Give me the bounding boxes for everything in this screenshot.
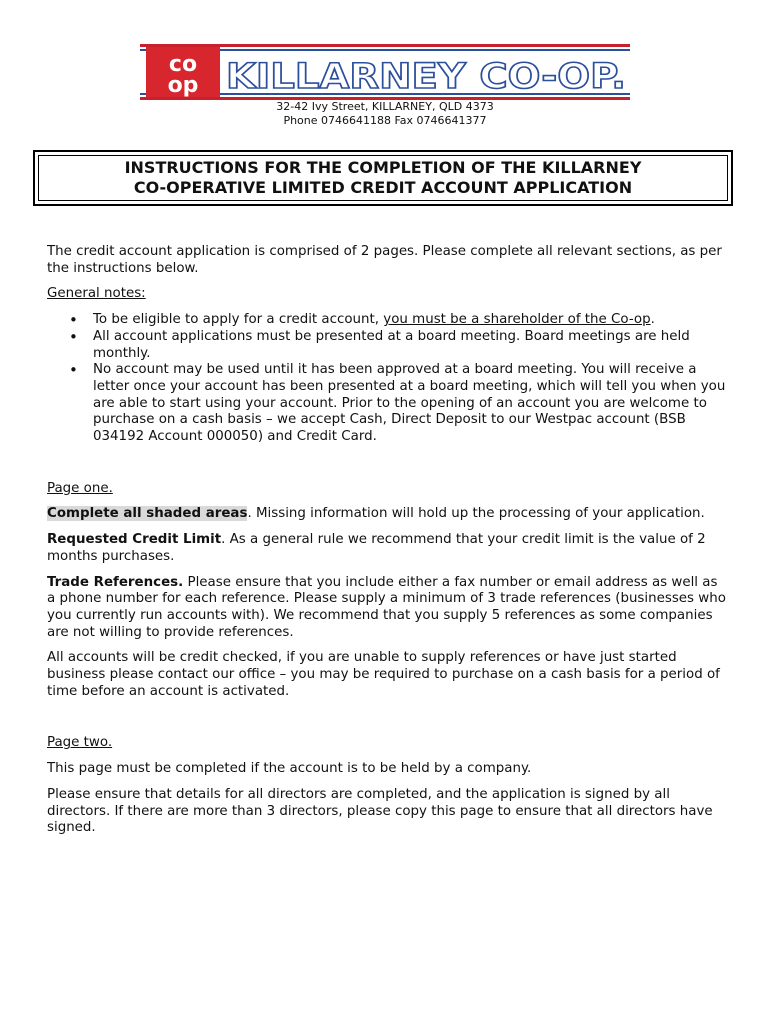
coop-mark-top-text: co	[168, 52, 198, 77]
company-account-paragraph: This page must be completed if the account is to be held by a company.	[47, 761, 532, 777]
trade-references-text: Please ensure that you include either a fax number or email address as well as a phone number for each reference. Please supply a minimum of 3 trade references (businesses who you currently run accounts with). We recommend that you supply 5 references as some companies are not willing to provide references.	[47, 574, 726, 640]
credit-limit-label: Requested Credit Limit	[47, 532, 222, 548]
credit-limit-paragraph	[47, 532, 727, 565]
trade-references-paragraph	[47, 575, 727, 642]
logo-top-red-stripe	[140, 44, 630, 47]
general-notes-heading: General notes:	[47, 286, 146, 302]
trade-references-label: Trade References.	[47, 574, 184, 590]
bullet-text: .	[650, 312, 655, 328]
killarney-coop-wordmark: KILLARNEY CO-OP.	[226, 57, 626, 97]
credit-limit-text: . As a general rule we recommend that your credit limit is the value of 2 months purchases.	[47, 532, 706, 564]
shaded-areas-label: Complete all shaded areas	[47, 506, 248, 522]
address-line: 32-42 Ivy Street, KILLARNEY, QLD 4373	[276, 100, 494, 113]
general-notes-list	[47, 312, 727, 446]
phone-fax-line: Phone 0746641188 Fax 0746641377	[283, 114, 487, 127]
coop-mark-bottom-text: op	[167, 73, 199, 98]
list-item: • No account may be used until it has been approved at a board meeting. You will receive a letter once your account has been presented at a board meeting, which will tell you when you are able to start using your account. Prior to the opening of an account you are welcome to purchase on a cash basis – we accept Cash, Direct Deposit to our Westpac account (BSB 034192 Account 000050) and Credit Card.	[93, 362, 727, 446]
shareholder-requirement: you must be a shareholder of the Co-op	[383, 312, 651, 328]
shaded-areas-text: . Missing information will hold up the processing of your application.	[247, 506, 705, 522]
instructions-body	[47, 244, 727, 846]
intro-paragraph: The credit account application is comprised of 2 pages. Please complete all relevant sections, as per the instructions below.	[47, 244, 722, 276]
shaded-areas-paragraph	[47, 506, 727, 523]
page-two-heading: Page two.	[47, 735, 113, 751]
list-item	[93, 312, 727, 329]
credit-check-paragraph: All accounts will be credit checked, if you are unable to supply references or have just started business please contact our office – you may be required to purchase on a cash basis for a period of time before an account is activated.	[47, 650, 720, 699]
directors-paragraph: Please ensure that details for all directors are completed, and the application is signed by all directors. If there are more than 3 directors, please copy this page to ensure that all directors have signed.	[47, 786, 713, 836]
bullet-text: To be eligible to apply for a credit account,	[93, 312, 384, 328]
list-item: • All account applications must be presented at a board meeting. Board meetings are held monthly.	[93, 329, 727, 362]
document-title-line-2: CO-OPERATIVE LIMITED CREDIT ACCOUNT APPLICATION	[133, 178, 633, 197]
document-title-line-1: INSTRUCTIONS FOR THE COMPLETION OF THE KILLARNEY	[124, 158, 642, 177]
title-box	[33, 150, 733, 206]
page-one-heading: Page one.	[47, 480, 113, 496]
killarney-coop-logo	[140, 44, 630, 100]
